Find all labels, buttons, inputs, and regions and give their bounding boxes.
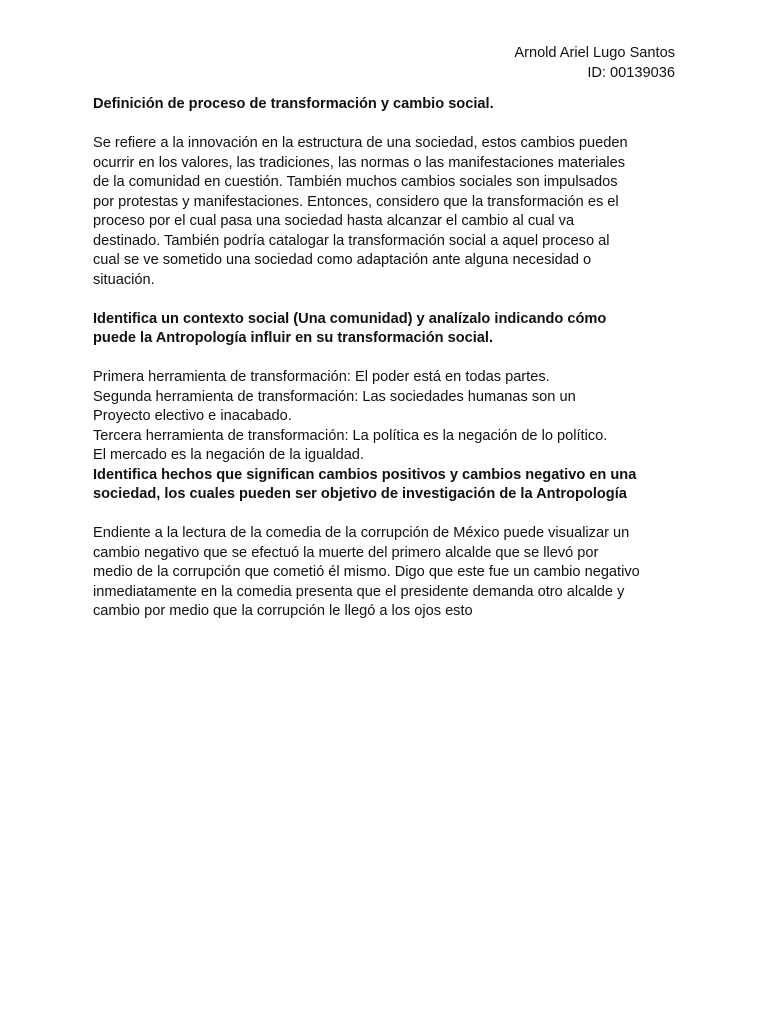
- heading-line: sociedad, los cuales pueden ser objetivo de investigación de la Antropología: [93, 486, 627, 502]
- paragraph-line: cambio negativo que se efectuó la muerte del primero alcalde que se llevó por: [93, 544, 599, 561]
- document-page: [93, 44, 683, 622]
- spacer: [93, 505, 683, 525]
- paragraph-line: cambio por medio que la corrupción le llegó a los ojos esto: [93, 603, 473, 619]
- spacer: [93, 115, 683, 135]
- paragraph-line: situación.: [93, 271, 155, 288]
- paragraph-line: medio de la corrupción que cometió él mismo. Digo que este fue un cambio negativo: [93, 564, 640, 580]
- heading-line: Identifica un contexto social (Una comunidad) y analízalo indicando cómo: [93, 310, 607, 327]
- section1-heading: Definición de proceso de transformación y cambio social.: [93, 96, 494, 112]
- paragraph-line: destinado. También podría catalogar la transformación social a aquel proceso al: [93, 232, 610, 249]
- section3-heading: [93, 466, 683, 505]
- paragraph-line: de la comunidad en cuestión. También muchos cambios sociales son impulsados: [93, 174, 618, 190]
- paragraph-line: Endiente a la lectura de la comedia de la corrupción de México puede visualizar un: [93, 525, 630, 541]
- author-name: Arnold Ariel Lugo Santos: [514, 45, 675, 61]
- heading-line: Identifica hechos que significan cambios positivos y cambios negativo en una: [93, 466, 637, 483]
- paragraph-line: Segunda herramienta de transformación: Las sociedades humanas son un: [93, 388, 576, 405]
- paragraph-line: proceso por el cual pasa una sociedad hasta alcanzar el cambio al cual va: [93, 213, 575, 229]
- paragraph-line: El mercado es la negación de la igualdad.: [93, 447, 364, 463]
- section3-paragraph: [93, 524, 683, 622]
- spacer: [93, 349, 683, 369]
- spacer: [93, 290, 683, 310]
- paragraph-line: Proyecto electivo e inacabado.: [93, 408, 292, 424]
- paragraph-line: cual se ve sometido una sociedad como adaptación ante alguna necesidad o: [93, 252, 592, 268]
- section2-paragraph: [93, 368, 683, 466]
- spacer: [93, 83, 683, 95]
- paragraph-line: inmediatamente en la comedia presenta que el presidente demanda otro alcalde y: [93, 583, 625, 600]
- section2-heading: [93, 310, 683, 349]
- paragraph-line: Primera herramienta de transformación: El poder está en todas partes.: [93, 369, 550, 385]
- student-id: ID: 00139036: [587, 64, 675, 81]
- section1-paragraph: [93, 134, 683, 290]
- paragraph-line: Tercera herramienta de transformación: La política es la negación de lo político.: [93, 427, 608, 444]
- heading-line: puede la Antropología influir en su transformación social.: [93, 330, 494, 346]
- paragraph-line: por protestas y manifestaciones. Entonces, considero que la transformación es el: [93, 193, 619, 210]
- document-header: [93, 44, 675, 83]
- paragraph-line: ocurrir en los valores, las tradiciones, las normas o las manifestaciones materiales: [93, 154, 626, 171]
- paragraph-line: Se refiere a la innovación en la estructura de una sociedad, estos cambios pueden: [93, 135, 628, 151]
